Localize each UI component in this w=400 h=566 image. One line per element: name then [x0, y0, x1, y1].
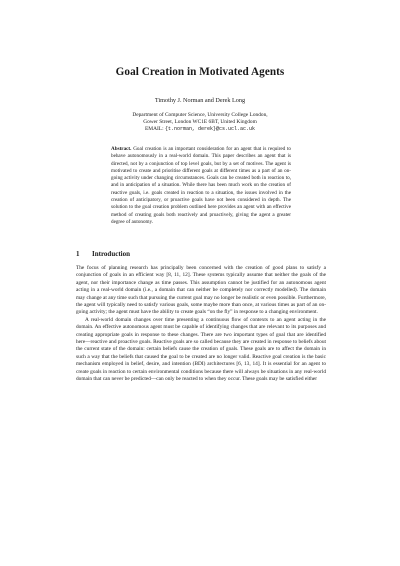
affiliation-address: Gower Street, London WC1E 6BT, United Kingdom [143, 119, 257, 126]
author-affiliation [0, 112, 400, 134]
body-text [76, 265, 326, 384]
email-address: {t.norman, derek}@cs.ucl.ac.uk [164, 126, 255, 133]
paper-title: Goal Creation in Motivated Agents [115, 66, 285, 78]
abstract-label: Abstract. [111, 146, 132, 152]
email-label: EMAIL: [145, 126, 164, 133]
body-paragraph-1: The focus of planning research has principally been concerned with the creation of good plans to satisfy a conjunction of goals in an efficient way [8, 11, 12]. These systems typically assume that neither the goals of the agent, nor their importance change as time passes. This assumption cannot be justified for an autonomous agent acting in a real-world domain (i.e., a domain that can neither be completely nor correctly modelled). The domain may change at any time such that pursuing the current goal may no longer be realistic or even possible. Furthermore, the agent will typically need to satisfy various goals, some maybe more than once, at various times as part of an on-going activity; the agent must have the ability to create goals “on the fly” in response to a changing environment. [76, 265, 326, 316]
section-title: Introduction [92, 250, 130, 258]
paper-authors: Timothy J. Norman and Derek Long [154, 97, 246, 104]
abstract-paragraph [111, 146, 291, 226]
body-paragraph-2: A real-world domain changes over time presenting a continuous flow of contexts to an agent acting in the domain. An effective autonomous agent must be capable of identifying changes that are relevant to its purposes and creating appropriate goals in response to these changes. There are two important types of goal that are identified here—reactive and proactive goals. Reactive goals are so called because they are created in response to beliefs about the current state of the domain: certain beliefs cause the creation of goals. These goals are to affect the domain in such a way that the beliefs that caused the goal to be created are no longer valid. Reactive goal creation is the basic mechanism employed in belief, desire, and intention (BDI) architectures [6, 13, 14]. It is essential for an agent to create goals in reaction to certain environmental conditions because there will always be situations in any real-world domain that can never be predicted—can only be reacted to when they occur. These goals may be satisfied either [76, 316, 326, 383]
section-heading [76, 250, 130, 258]
abstract-text: Goal creation is an important consideration for an agent that is required to behave autonomously in a real-world domain. This paper describes an agent that is directed, not by a conjunction of top level goals, but by a set of motives. The agent is motivated to create and prioritise different goals at different times as a part of an on-going activity under changing circumstances. Goals can be created both in reaction to, and in anticipation of a situation. While there has been much work on the creation of reactive goals, i.e. goals created in reaction to a situation, the issues involved in the creation of anticipatory, or proactive goals have not been considered in depth. The solution to the goal creation problem outlined here provides an agent with an effective method of creating goals both reactively and proactively, giving the agent a greater degree of autonomy. [111, 146, 291, 225]
affiliation-department: Department of Computer Science, University College London, [132, 112, 268, 118]
section-number: 1 [76, 250, 80, 258]
affiliation-email [0, 126, 400, 133]
abstract [111, 146, 291, 226]
